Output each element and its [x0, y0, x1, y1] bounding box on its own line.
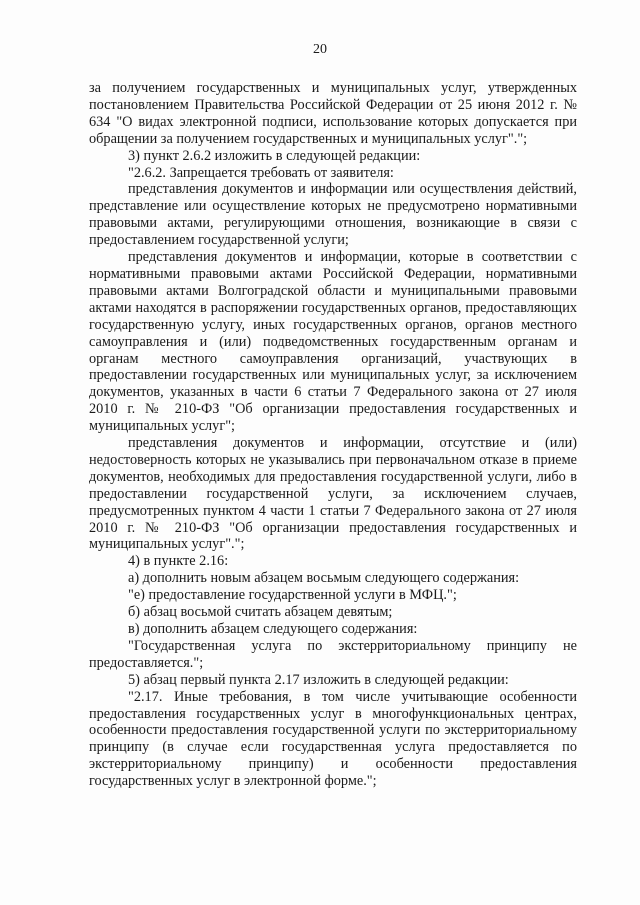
paragraph: "2.17. Иные требования, в том числе учитывающие особенности предоставления государственных услуг в многофункциональных центрах, особенности предоставления государственной услуги по экстерриториальному принципу (в случае если государственная услуга предоставляется по экстерриториальному принципу) и особенности предоставления государственных услуг в электронной форме.";: [89, 688, 577, 790]
paragraph: "Государственная услуга по экстерриториальному принципу не предоставляется.";: [89, 637, 577, 671]
page-number: 20: [313, 42, 327, 57]
paragraph: "е) предоставление государственной услуги в МФЦ.";: [128, 587, 457, 604]
paragraph: 3) пункт 2.6.2 изложить в следующей редакции:: [128, 147, 421, 164]
paragraph: 5) абзац первый пункта 2.17 изложить в следующей редакции:: [128, 671, 509, 688]
paragraph: "2.6.2. Запрещается требовать от заявителя:: [128, 164, 394, 181]
paragraph: в) дополнить абзацем следующего содержания:: [128, 621, 418, 637]
paragraph: 4) в пункте 2.16:: [128, 553, 229, 570]
paragraph: представления документов и информации, отсутствие и (или) недостоверность которых не указывались при первоначальном отказе в приеме документов, необходимых для предоставления государственной услуги, либо в предоставлении государственной услуги, за исключением случаев, предусмотренных пунктом 4 части 1 статьи 7 Федерального закона от 27 июля 2010 г. № 210-ФЗ "Об организации предоставления государственных и муниципальных услуг".";: [89, 435, 577, 553]
paragraph: за получением государственных и муниципальных услуг, утвержденных постановлением Правительства Российской Федерации от 25 июня 2012 г. № 634 "О видах электронной подписи, использование которых допускается при обращении за получением государственных и муниципальных услуг".";: [89, 80, 577, 147]
paragraph: представления документов и информации, которые в соответствии с нормативными правовыми актами Российской Федерации, нормативными правовыми актами Волгоградской области и муниципальными правовыми актами находятся в распоряжении государственных органов, предоставляющих государственную услугу, иных государственных органов, органов местного самоуправления и (или) подведомственных государственным органам и органам местного самоуправления организаций, участвующих в предоставлении государственных или муниципальных услуг, за исключением документов, указанных в части 6 статьи 7 Федерального закона от 27 июля 2010 г. № 210-ФЗ "Об организации предоставления государственных и муниципальных услуг";: [89, 249, 577, 435]
paragraph: а) дополнить новым абзацем восьмым следующего содержания:: [128, 570, 520, 587]
document-body: [89, 80, 577, 790]
paragraph: б) абзац восьмой считать абзацем девятым;: [128, 604, 393, 621]
paragraph: представления документов и информации или осуществления действий, представление или осуществление которых не предусмотрено нормативными правовыми актами, регулирующими отношения, возникающие в связи с предоставлением государственной услуги;: [89, 181, 577, 249]
